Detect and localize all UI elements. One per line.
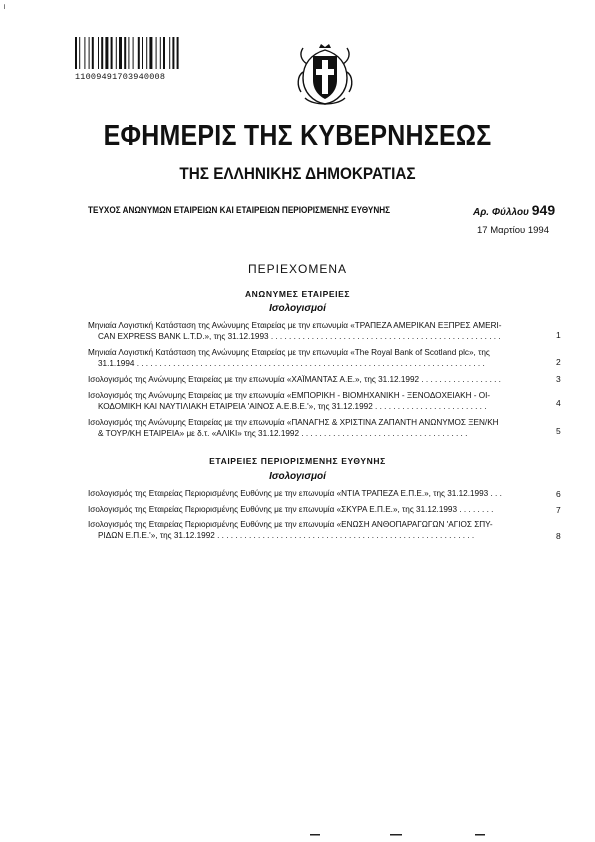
barcode — [75, 37, 210, 69]
toc-entry-line: ΡΙΔΩΝ Ε.Π.Ε.'», της 31.12.1992 . . . . . . . . . . . . . . . . . . . . . . . . . . . . . . . . . . . . . . . . . . . . . . . . . . . . . . . . . — [98, 530, 475, 540]
gazette-subtitle: ΤΗΣ ΕΛΛΗΝΙΚΗΣ ΔΗΜΟΚΡΑΤΙΑΣ — [179, 164, 416, 183]
toc-page-number: 1 — [556, 330, 561, 340]
section-subheading-sa: Ισολογισμοί — [269, 303, 326, 314]
toc-entry[interactable] — [88, 321, 528, 342]
barcode-number: 11009491703940008 — [75, 72, 166, 82]
toc-entry-line: Ισολογισμός της Εταιρείας Περιορισμένης Ευθύνης με την επωνυμία «ΝΤΙΑ ΤΡΑΠΕΖΑ Ε.Π.Ε.», της 31.12.1993 . . . — [88, 489, 502, 498]
toc-entry[interactable] — [88, 418, 528, 439]
section-heading-sa: ΑΝΩΝΥΜΕΣ ΕΤΑΙΡΕΙΕΣ — [244, 289, 351, 299]
gazette-title: ΕΦΗΜΕΡΙΣ ΤΗΣ ΚΥΒΕΡΝΗΣΕΩΣ — [103, 120, 492, 152]
toc-entry-line: Μηνιαία Λογιστική Κατάσταση της Ανώνυμης Εταιρείας με την επωνυμία «The Royal Bank of Scotland plc», της — [88, 348, 490, 357]
toc-entry[interactable] — [88, 375, 528, 386]
toc-entry[interactable] — [88, 505, 528, 516]
toc-entry-line: Ισολογισμός της Εταιρείας Περιορισμένης Ευθύνης με την επωνυμία «ΕΝΩΣΗ ΑΝΘΟΠΑΡΑΓΩΓΩΝ 'ΑΓΙΟΣ ΣΠΥ- — [88, 520, 493, 529]
scan-marks — [310, 832, 490, 838]
toc-entry-line: & ΤΟΥΡ/ΚΗ ΕΤΑΙΡΕΙΑ» με δ.τ. «ΑΛΙΚΙ» της 31.12.1992 . . . . . . . . . . . . . . . . . . . . . . . . . . . . . . . . . . . . . — [98, 428, 468, 438]
toc-page-number: 8 — [556, 531, 561, 541]
toc-entry-line: Μηνιαία Λογιστική Κατάσταση της Ανώνυμης Εταιρείας με την επωνυμία «ΤΡΑΠΕΖΑ ΑΜΕΡΙΚΑΝ ΕΞΠΡΕΣ AMERI- — [88, 321, 502, 330]
toc-entry-line: Ισολογισμός της Εταιρείας Περιορισμένης Ευθύνης με την επωνυμία «ΣΚΥΡΑ Ε.Π.Ε.», της 31.12.1993 . . . . . . . . — [88, 505, 494, 514]
toc-page-number: 4 — [556, 398, 561, 408]
toc-entry[interactable] — [88, 391, 528, 412]
contents-title: ΠΕΡΙΕΧΟΜΕΝΑ — [247, 262, 348, 276]
toc-page-number: 6 — [556, 489, 561, 499]
scan-mark: ╷ — [2, 0, 7, 9]
toc-entry[interactable] — [88, 520, 528, 541]
issue-date: 17 Μαρτίου 1994 — [477, 225, 549, 236]
coat-of-arms-icon — [291, 42, 359, 110]
section-heading-ltd: ΕΤΑΙΡΕΙΕΣ ΠΕΡΙΟΡΙΣΜΕΝΗΣ ΕΥΘΥΝΗΣ — [209, 456, 386, 466]
toc-entry[interactable] — [88, 348, 528, 369]
toc-entry-line: 31.1.1994 . . . . . . . . . . . . . . . . . . . . . . . . . . . . . . . . . . . . . . . . . . . . . . . . . . . . . . . . . . . . . . . . . . . . . . . . . . . . . — [98, 358, 485, 368]
sheet-number: 949 — [531, 202, 556, 218]
toc-entry-line: CAN EXPRESS BANK L.T.D.», της 31.12.1993 . . . . . . . . . . . . . . . . . . . . . . . . . . . . . . . . . . . . . . . . . . . . . . . . . . . — [98, 331, 501, 341]
toc-entry-line: ΚΟΔΟΜΙΚΗ ΚΑΙ ΝΑΥΤΙΛΙΑΚΗ ΕΤΑΙΡΕΙΑ 'ΑΙΝΟΣ Α.Ε.Β.Ε.'», της 31.12.1992 . . . . . . . . . . . . . . . . . . . . . . . . . — [98, 401, 487, 411]
toc-entry-line: Ισολογισμός της Ανώνυμης Εταιρείας με την επωνυμία «ΕΜΠΟΡΙΚΗ - ΒΙΟΜΗΧΑΝΙΚΗ - ΞΕΝΟΔΟΧΕΙΑΚΗ - ΟΙ- — [88, 391, 491, 400]
sheet-number-block — [473, 202, 555, 218]
toc-page-number: 3 — [556, 374, 561, 384]
toc-entry[interactable] — [88, 489, 528, 500]
toc-page-number: 7 — [556, 505, 561, 515]
toc-page-number: 5 — [556, 426, 561, 436]
toc-entry-line: Ισολογισμός της Ανώνυμης Εταιρείας με την επωνυμία «ΧΑΪΜΑΝΤΑΣ Α.Ε.», της 31.12.1992 . . . . . . . . . . . . . . . . . . — [88, 375, 501, 384]
issue-label: ΤΕΥΧΟΣ ΑΝΩΝΥΜΩΝ ΕΤΑΙΡΕΙΩΝ ΚΑΙ ΕΤΑΙΡΕΙΩΝ ΠΕΡΙΟΡΙΣΜΕΝΗΣ ΕΥΘΥΝΗΣ — [88, 205, 391, 216]
section-subheading-ltd: Ισολογισμοί — [269, 471, 326, 482]
sheet-label: Αρ. Φύλλου — [473, 207, 529, 218]
toc-entry-line: Ισολογισμός της Ανώνυμης Εταιρείας με την επωνυμία «ΠΑΝΑΓΗΣ & ΧΡΙΣΤΙΝΑ ΖΑΠΑΝΤΗ ΑΝΩΝΥΜΟΣ ΞΕΝ/ΚΗ — [88, 418, 499, 427]
toc-page-number: 2 — [556, 357, 561, 367]
